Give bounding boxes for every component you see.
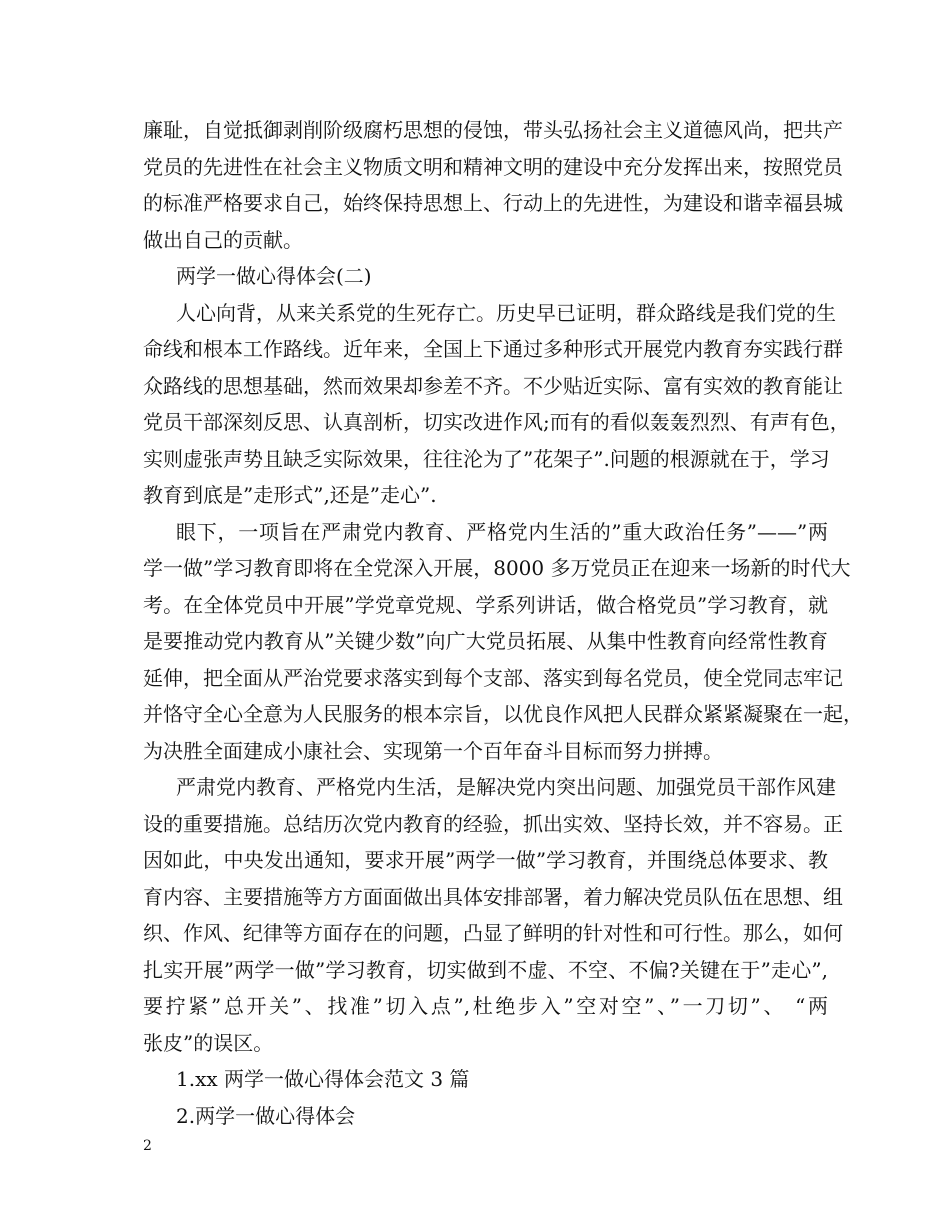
text-line: 为决胜全面建成小康社会、实现第一个百年奋斗目标而努力拼搏。 xyxy=(143,738,723,763)
text-line: 扎实开展”两学一做”学习教育，切实做到不虚、不空、不偏?关键在于”走心”, xyxy=(143,957,828,982)
text-line: 设的重要措施。总结历次党内教育的经验，抓出实效、坚持长效，并不容易。正 xyxy=(143,811,843,836)
text-line: 教育到底是”走形式”,还是”走心”. xyxy=(143,483,437,507)
document-body xyxy=(143,112,863,1134)
text-line: 延伸，把全面从严治党要求落实到每个支部、落实到每名党员，使全党同志牢记 xyxy=(143,665,843,690)
text-line: 考。在全体党员中开展”学党章党规、学系列讲话，做合格党员”学习教育，就 xyxy=(143,592,828,617)
text-line: 众路线的思想基础，然而效果却参差不齐。不少贴近实际、富有实效的教育能让 xyxy=(143,373,843,398)
text-line: 育内容、主要措施等方方面面做出具体安排部署，着力解决党员队伍在思想、组 xyxy=(143,884,843,909)
text-line: 做出自己的贡献。 xyxy=(143,227,303,252)
text-line: 人心向背，从来关系党的生死存亡。历史早已证明，群众路线是我们党的生 xyxy=(176,300,836,325)
page-number: 2 xyxy=(143,1138,152,1154)
text-line: 命线和根本工作路线。近年来，全国上下通过多种形式开展党内教育夯实践行群 xyxy=(143,337,843,361)
text-line: 的标准严格要求自己，始终保持思想上、行动上的先进性，为建设和谐幸福县城 xyxy=(143,191,843,215)
text-line: 是要推动党内教育从”关键少数”向广大党员拓展、从集中性教育向经常性教育 xyxy=(143,629,828,653)
text-line: 因如此，中央发出通知，要求开展”两学一做”学习教育，并围绕总体要求、教 xyxy=(143,848,828,872)
text-line: 廉耻，自觉抵御剥削阶级腐朽思想的侵蚀，带头弘扬社会主义道德风尚，把共产 xyxy=(143,118,843,142)
text-line: 党员的先进性在社会主义物质文明和精神文明的建设中充分发挥出来，按照党员 xyxy=(143,154,843,179)
text-line: 张皮”的误区。 xyxy=(143,1030,274,1055)
text-line: 学一做”学习教育即将在全党深入开展，8000 多万党员正在迎来一场新的时代大 xyxy=(143,556,851,580)
text-line: 严肃党内教育、严格党内生活，是解决党内突出问题、加强党员干部作风建 xyxy=(176,775,836,799)
text-line: 并恪守全心全意为人民服务的根本宗旨，以优良作风把人民群众紧紧凝聚在一起， xyxy=(143,702,863,726)
text-line: 实则虚张声势且缺乏实际效果，往往沦为了”花架子”.问题的根源就在于，学习 xyxy=(143,446,830,471)
text-line: 党员干部深刻反思、认真剖析，切实改进作风;而有的看似轰轰烈烈、有声有色， xyxy=(143,410,850,434)
list-item: 1.xx 两学一做心得体会范文 3 篇 xyxy=(176,1067,470,1091)
list-item: 2.两学一做心得体会 xyxy=(176,1103,356,1128)
text-line: 眼下，一项旨在严肃党内教育、严格党内生活的”重大政治任务”——”两 xyxy=(176,519,828,544)
section-heading: 两学一做心得体会(二) xyxy=(176,264,372,288)
text-line: 要拧紧”总开关”、找准”切入点”,杜绝步入”空对空”、”一刀切”、 “两 xyxy=(143,994,828,1018)
text-line: 织、作风、纪律等方面存在的问题，凸显了鲜明的针对性和可行性。那么，如何 xyxy=(143,921,843,945)
